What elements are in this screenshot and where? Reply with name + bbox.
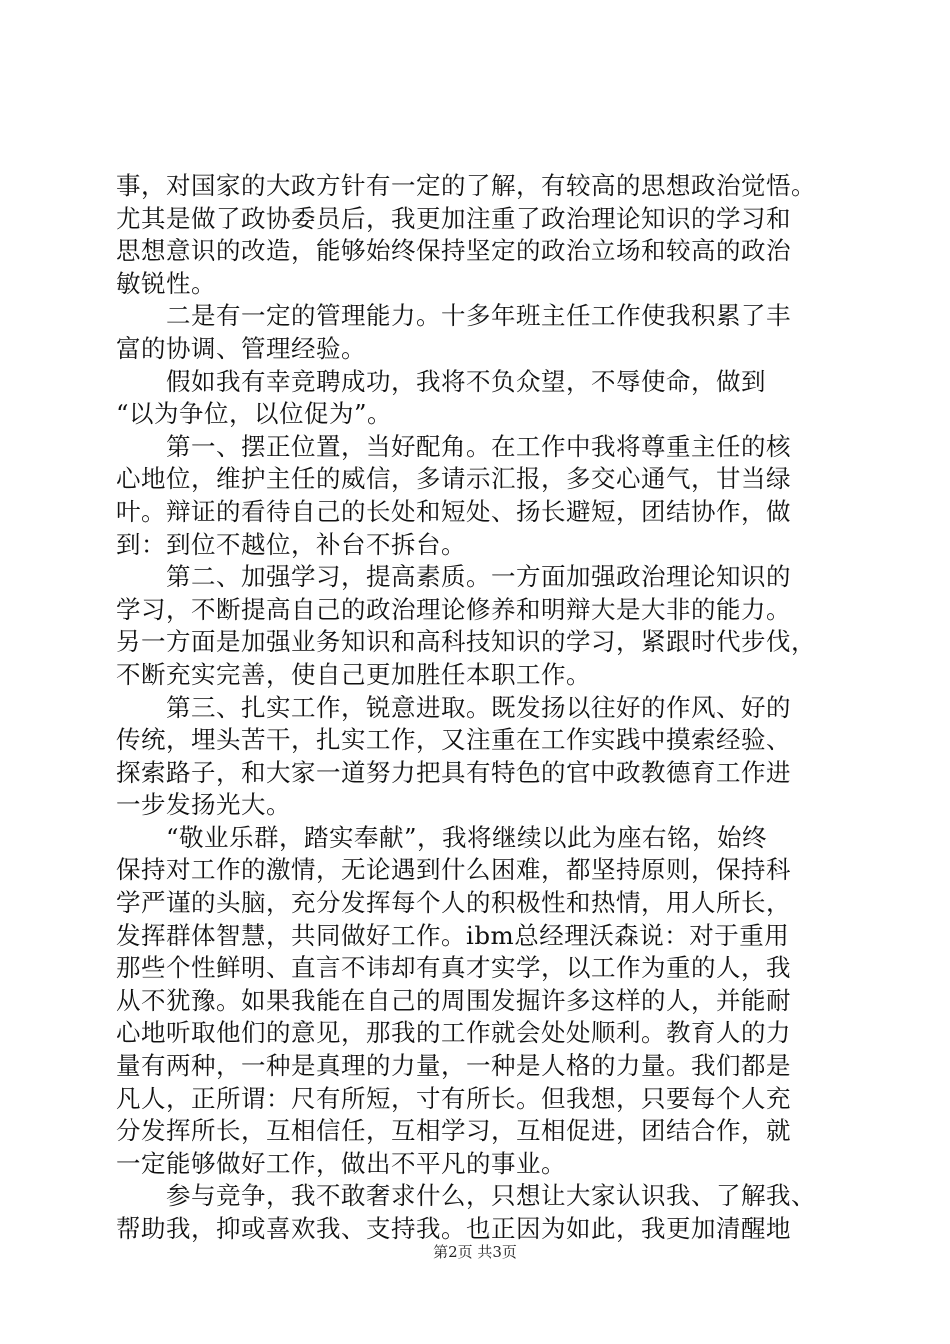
text-line: 叶。辩证的看待自己的长处和短处、扬长避短，团结协作，做 — [116, 496, 791, 526]
text-line: 传统，埋头苦干，扎实工作，又注重在工作实践中摸索经验、 — [116, 725, 791, 755]
text-line: 分发挥所长，互相信任，互相学习，互相促进，团结合作，就 — [116, 1116, 791, 1146]
text-line: 保持对工作的激情，无论遇到什么困难，都坚持原则，保持科 — [116, 855, 791, 885]
document-body — [116, 170, 834, 1246]
text-line: 心地听取他们的意见，那我的工作就会处处顺利。教育人的力 — [116, 1018, 791, 1048]
text-line: 发挥群体智慧，共同做好工作。ibm总经理沃森说：对于重用 — [116, 920, 790, 950]
text-line: 学习，不断提高自己的政治理论修养和明辩大是大非的能力。 — [116, 594, 791, 624]
text-line: 那些个性鲜明、直言不讳却有真才实学，以工作为重的人，我 — [116, 953, 791, 983]
text-line: 敏锐性。 — [116, 268, 216, 298]
text-line: 量有两种，一种是真理的力量，一种是人格的力量。我们都是 — [116, 1051, 791, 1081]
text-line: 参与竞争，我不敢奢求什么，只想让大家认识我、了解我、 — [116, 1181, 816, 1211]
text-line: 第三、扎实工作，锐意进取。既发扬以往好的作风、好的 — [116, 692, 791, 722]
text-line: 到：到位不越位，补台不拆台。 — [116, 529, 466, 559]
text-line: 一步发扬光大。 — [116, 790, 291, 820]
text-line: 另一方面是加强业务知识和高科技知识的学习，紧跟时代步伐， — [116, 627, 816, 657]
text-line: 二是有一定的管理能力。十多年班主任工作使我积累了丰 — [116, 301, 791, 331]
text-line: 事，对国家的大政方针有一定的了解，有较高的思想政治觉悟。 — [116, 171, 816, 200]
text-line: 从不犹豫。如果我能在自己的周围发掘许多这样的人，并能耐 — [116, 985, 791, 1015]
text-line: 尤其是做了政协委员后，我更加注重了政治理论知识的学习和 — [116, 203, 791, 233]
text-line: “以为争位，以位促为”。 — [116, 399, 393, 429]
text-line: 第一、摆正位置，当好配角。在工作中我将尊重主任的核 — [116, 431, 791, 461]
text-line: 探索路子，和大家一道努力把具有特色的官中政教德育工作进 — [116, 757, 791, 787]
text-line: 一定能够做好工作，做出不平凡的事业。 — [116, 1148, 566, 1178]
text-line: 假如我有幸竞聘成功，我将不负众望，不辱使命，做到 — [116, 366, 766, 396]
text-line: 富的协调、管理经验。 — [116, 333, 366, 363]
text-line: “敬业乐群，踏实奉献”，我将继续以此为座右铭，始终 — [116, 822, 768, 852]
text-line: 第二、加强学习，提高素质。一方面加强政治理论知识的 — [116, 562, 791, 592]
text-line: 思想意识的改造，能够始终保持坚定的政治立场和较高的政治 — [116, 236, 791, 266]
text-line: 不断充实完善，使自己更加胜任本职工作。 — [116, 659, 591, 689]
text-line: 凡人，正所谓：尺有所短，寸有所长。但我想，只要每个人充 — [116, 1083, 791, 1113]
page-number-footer: 第2页 共3页 — [433, 1243, 517, 1261]
text-line: 学严谨的头脑，充分发挥每个人的积极性和热情，用人所长， — [116, 888, 791, 918]
text-line: 心地位，维护主任的威信，多请示汇报，多交心通气，甘当绿 — [116, 464, 791, 494]
text-line: 帮助我，抑或喜欢我、支持我。也正因为如此，我更加清醒地 — [116, 1214, 791, 1243]
